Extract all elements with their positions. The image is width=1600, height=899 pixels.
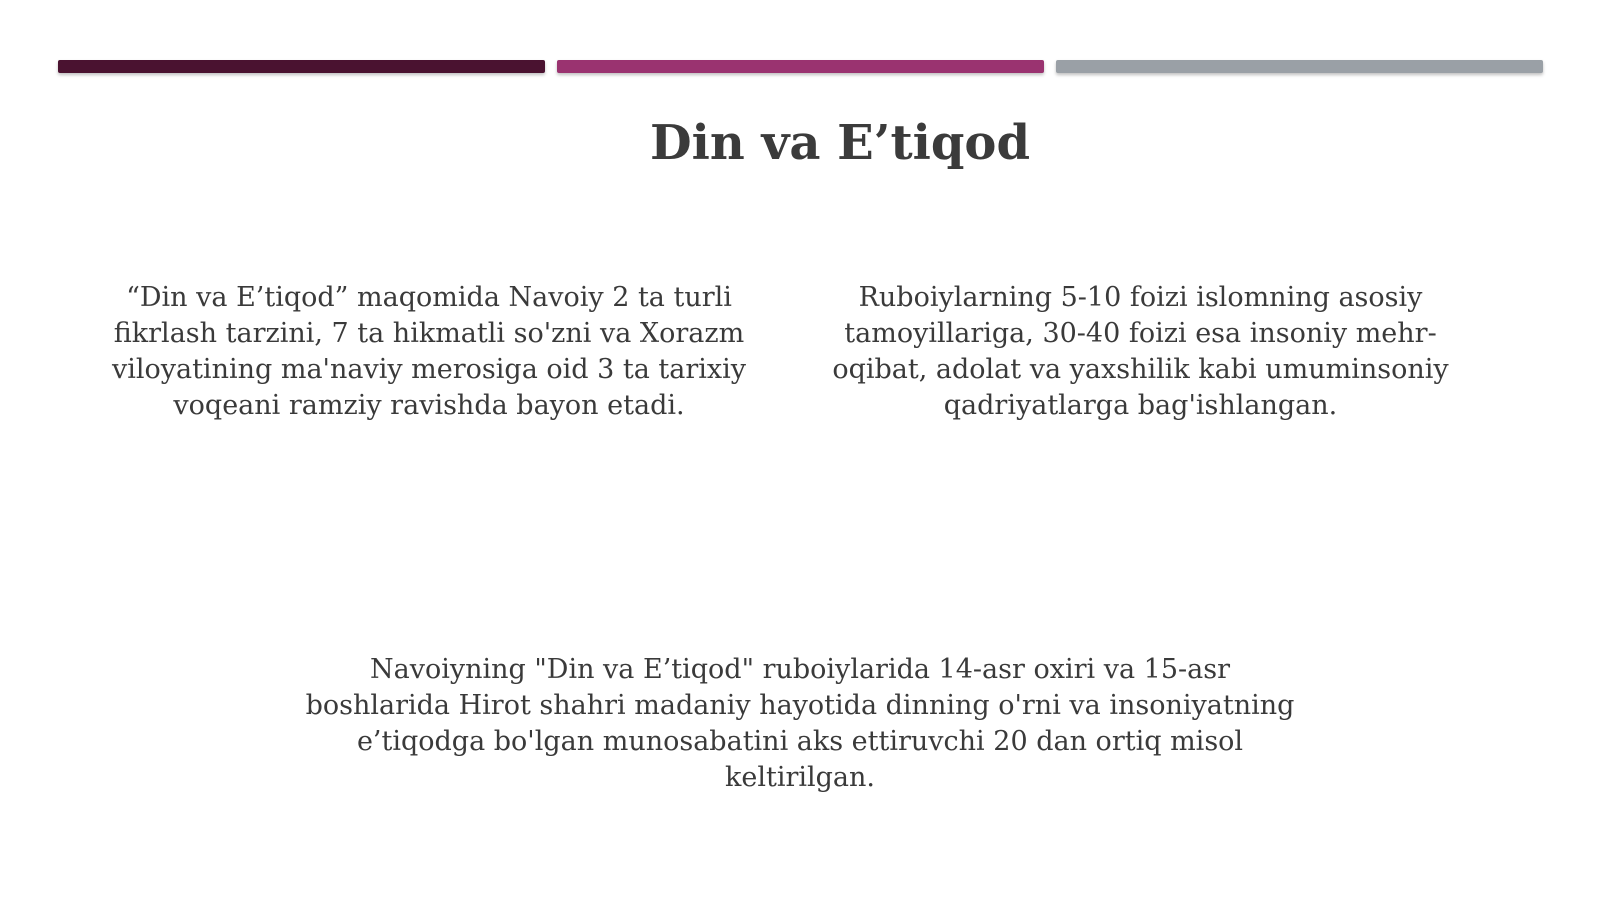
accent-bar-magenta	[557, 60, 1044, 73]
slide-title: Din va E’tiqod	[649, 115, 1030, 171]
text-block-left: “Din va E’tiqod” maqomida Navoiy 2 ta turli fikrlash tarzini, 7 ta hikmatli so'zni va Xorazm viloyatining ma'naviy merosiga oid 3 ta tarixiy voqeani ramziy ravishda bayon etadi.	[111, 282, 747, 421]
text-block-bottom: Navoiyning "Din va E’tiqod" ruboiylarida 14-asr oxiri va 15-asr boshlarida Hirot shahri madaniy hayotida dinning o'rni va insoniyatning e’tiqodga bo'lgan munosabatini aks ettiruvchi 20 dan ortiq misol keltirilgan.	[305, 654, 1295, 793]
accent-bar-dark-maroon	[58, 60, 545, 73]
text-block-right: Ruboiylarning 5-10 foizi islomning asosiy tamoyillariga, 30-40 foizi esa insoniy mehr-oqibat, adolat va yaxshilik kabi umuminsoniy qadriyatlarga bag'ishlangan.	[832, 282, 1449, 421]
accent-bar-gray	[1056, 60, 1543, 73]
